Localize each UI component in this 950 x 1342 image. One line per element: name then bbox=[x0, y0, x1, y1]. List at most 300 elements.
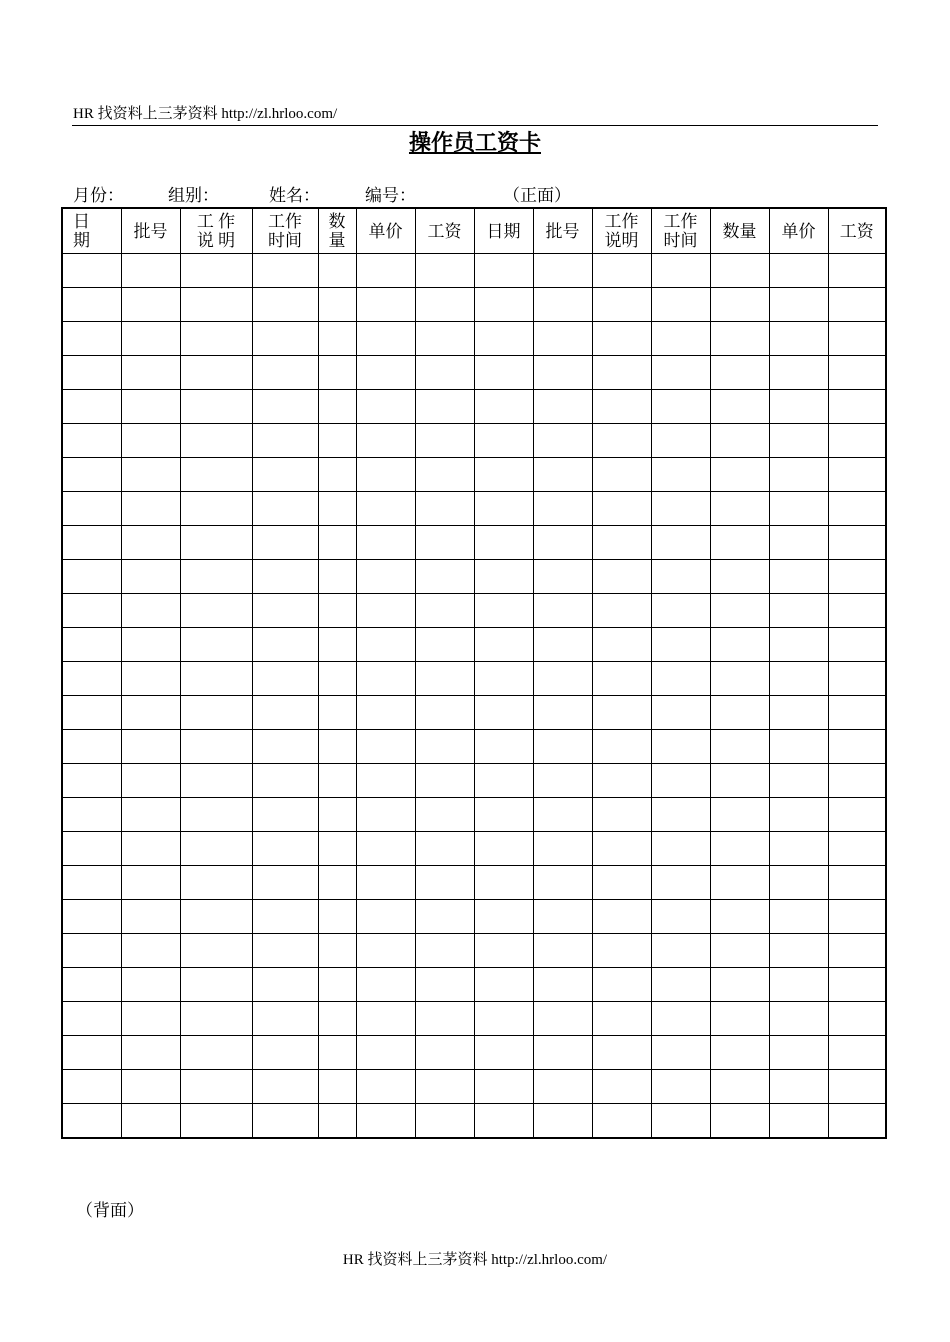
table-cell bbox=[62, 424, 121, 458]
table-cell bbox=[651, 662, 710, 696]
table-row bbox=[62, 594, 886, 628]
table-cell bbox=[533, 730, 592, 764]
table-cell bbox=[252, 832, 318, 866]
table-cell bbox=[710, 526, 769, 560]
table-cell bbox=[252, 628, 318, 662]
table-cell bbox=[252, 594, 318, 628]
table-cell bbox=[252, 866, 318, 900]
table-cell bbox=[356, 322, 415, 356]
table-cell bbox=[121, 628, 180, 662]
table-cell bbox=[180, 356, 252, 390]
table-cell bbox=[121, 492, 180, 526]
table-cell bbox=[592, 696, 651, 730]
table-cell bbox=[62, 526, 121, 560]
table-cell bbox=[533, 628, 592, 662]
table-cell bbox=[533, 492, 592, 526]
table-cell bbox=[651, 968, 710, 1002]
table-cell bbox=[592, 458, 651, 492]
table-cell bbox=[415, 900, 474, 934]
table-cell bbox=[180, 832, 252, 866]
table-cell bbox=[592, 254, 651, 288]
table-row bbox=[62, 356, 886, 390]
table-cell bbox=[533, 424, 592, 458]
table-cell bbox=[121, 356, 180, 390]
table-cell bbox=[828, 492, 886, 526]
table-cell bbox=[533, 798, 592, 832]
table-cell bbox=[769, 356, 828, 390]
column-header-unit-price: 单价 bbox=[356, 208, 415, 254]
table-cell bbox=[356, 1036, 415, 1070]
table-cell bbox=[356, 458, 415, 492]
table-cell bbox=[356, 968, 415, 1002]
table-cell bbox=[356, 866, 415, 900]
table-cell bbox=[769, 526, 828, 560]
table-cell bbox=[592, 832, 651, 866]
header-divider bbox=[72, 125, 878, 126]
table-cell bbox=[318, 254, 356, 288]
table-cell bbox=[180, 798, 252, 832]
table-cell bbox=[828, 1104, 886, 1139]
table-cell bbox=[592, 662, 651, 696]
wage-table bbox=[61, 207, 887, 1139]
table-cell bbox=[474, 1036, 533, 1070]
table-cell bbox=[710, 764, 769, 798]
table-cell bbox=[252, 424, 318, 458]
table-cell bbox=[62, 934, 121, 968]
table-cell bbox=[252, 662, 318, 696]
table-cell bbox=[62, 866, 121, 900]
table-cell bbox=[651, 492, 710, 526]
name-field-label: 姓名： bbox=[269, 186, 320, 205]
table-cell bbox=[769, 662, 828, 696]
table-cell bbox=[121, 288, 180, 322]
table-cell bbox=[828, 356, 886, 390]
table-cell bbox=[415, 798, 474, 832]
table-cell bbox=[180, 288, 252, 322]
table-cell bbox=[121, 526, 180, 560]
month-field-label: 月份： bbox=[73, 186, 124, 205]
table-cell bbox=[828, 764, 886, 798]
table-cell bbox=[828, 832, 886, 866]
table-cell bbox=[356, 934, 415, 968]
table-cell bbox=[710, 560, 769, 594]
table-cell bbox=[356, 628, 415, 662]
table-cell bbox=[828, 1070, 886, 1104]
table-row bbox=[62, 662, 886, 696]
table-cell bbox=[474, 492, 533, 526]
table-cell bbox=[252, 934, 318, 968]
table-cell bbox=[474, 900, 533, 934]
table-cell bbox=[710, 254, 769, 288]
table-cell bbox=[180, 1070, 252, 1104]
table-cell bbox=[474, 628, 533, 662]
table-cell bbox=[415, 424, 474, 458]
table-row bbox=[62, 934, 886, 968]
back-side-label: （背面） bbox=[76, 1201, 144, 1220]
table-row bbox=[62, 288, 886, 322]
table-row bbox=[62, 798, 886, 832]
table-cell bbox=[769, 696, 828, 730]
table-cell bbox=[180, 254, 252, 288]
table-cell bbox=[356, 254, 415, 288]
table-cell bbox=[533, 594, 592, 628]
table-row bbox=[62, 1104, 886, 1139]
page-footer: HR 找资料上三茅资料 http://zl.hrloo.com/ bbox=[342, 1252, 608, 1268]
table-row bbox=[62, 458, 886, 492]
table-cell bbox=[356, 594, 415, 628]
table-cell bbox=[769, 628, 828, 662]
table-row bbox=[62, 492, 886, 526]
table-cell bbox=[651, 1104, 710, 1139]
table-cell bbox=[356, 730, 415, 764]
table-cell bbox=[356, 1070, 415, 1104]
table-cell bbox=[252, 696, 318, 730]
table-cell bbox=[415, 1036, 474, 1070]
table-cell bbox=[828, 1002, 886, 1036]
table-cell bbox=[180, 424, 252, 458]
wage-table-container bbox=[61, 207, 887, 1139]
table-cell bbox=[769, 764, 828, 798]
table-cell bbox=[474, 390, 533, 424]
table-cell bbox=[356, 390, 415, 424]
table-cell bbox=[828, 934, 886, 968]
table-cell bbox=[651, 798, 710, 832]
table-cell bbox=[769, 832, 828, 866]
table-cell bbox=[62, 594, 121, 628]
table-cell bbox=[710, 492, 769, 526]
table-cell bbox=[769, 730, 828, 764]
table-cell bbox=[252, 322, 318, 356]
table-cell bbox=[651, 832, 710, 866]
table-cell bbox=[356, 662, 415, 696]
table-cell bbox=[180, 322, 252, 356]
table-row bbox=[62, 390, 886, 424]
table-cell bbox=[474, 254, 533, 288]
table-cell bbox=[318, 390, 356, 424]
table-cell bbox=[62, 492, 121, 526]
table-cell bbox=[415, 696, 474, 730]
table-cell bbox=[318, 866, 356, 900]
table-cell bbox=[318, 1002, 356, 1036]
table-cell bbox=[318, 288, 356, 322]
column-header-unit-price-2: 单价 bbox=[769, 208, 828, 254]
table-cell bbox=[828, 1036, 886, 1070]
table-cell bbox=[180, 390, 252, 424]
table-cell bbox=[318, 424, 356, 458]
table-cell bbox=[769, 458, 828, 492]
table-cell bbox=[710, 832, 769, 866]
table-cell bbox=[474, 696, 533, 730]
table-cell bbox=[318, 764, 356, 798]
table-cell bbox=[62, 322, 121, 356]
table-cell bbox=[318, 696, 356, 730]
table-cell bbox=[592, 1070, 651, 1104]
table-cell bbox=[769, 1036, 828, 1070]
table-cell bbox=[62, 662, 121, 696]
table-cell bbox=[533, 458, 592, 492]
table-cell bbox=[356, 1104, 415, 1139]
number-field-label: 编号： bbox=[365, 186, 416, 205]
table-cell bbox=[356, 798, 415, 832]
table-row bbox=[62, 526, 886, 560]
table-cell bbox=[62, 356, 121, 390]
table-cell bbox=[62, 832, 121, 866]
table-cell bbox=[769, 934, 828, 968]
table-cell bbox=[252, 526, 318, 560]
table-cell bbox=[121, 696, 180, 730]
table-cell bbox=[533, 866, 592, 900]
table-cell bbox=[415, 526, 474, 560]
table-cell bbox=[415, 832, 474, 866]
table-row bbox=[62, 628, 886, 662]
table-cell bbox=[769, 1002, 828, 1036]
table-cell bbox=[415, 594, 474, 628]
table-cell bbox=[121, 458, 180, 492]
table-cell bbox=[180, 764, 252, 798]
table-cell bbox=[710, 934, 769, 968]
table-cell bbox=[474, 1104, 533, 1139]
table-cell bbox=[318, 1070, 356, 1104]
table-cell bbox=[651, 356, 710, 390]
table-cell bbox=[180, 594, 252, 628]
table-cell bbox=[592, 594, 651, 628]
table-row bbox=[62, 424, 886, 458]
table-cell bbox=[62, 1070, 121, 1104]
table-cell bbox=[651, 1070, 710, 1104]
table-cell bbox=[121, 662, 180, 696]
table-cell bbox=[769, 866, 828, 900]
table-cell bbox=[533, 254, 592, 288]
table-cell bbox=[252, 356, 318, 390]
table-cell bbox=[769, 492, 828, 526]
table-row bbox=[62, 730, 886, 764]
table-cell bbox=[121, 764, 180, 798]
table-cell bbox=[710, 730, 769, 764]
table-cell bbox=[651, 1002, 710, 1036]
wage-table-body bbox=[62, 254, 886, 1139]
table-cell bbox=[356, 900, 415, 934]
column-header-date: 日 期 bbox=[62, 208, 121, 254]
table-cell bbox=[710, 1070, 769, 1104]
table-header-row bbox=[62, 208, 886, 254]
column-header-wage: 工资 bbox=[415, 208, 474, 254]
table-cell bbox=[180, 900, 252, 934]
table-cell bbox=[533, 662, 592, 696]
table-cell bbox=[252, 492, 318, 526]
table-cell bbox=[592, 1036, 651, 1070]
page-header: HR 找资料上三茅资料 http://zl.hrloo.com/ bbox=[73, 106, 338, 122]
table-cell bbox=[533, 526, 592, 560]
table-cell bbox=[62, 968, 121, 1002]
column-header-quantity: 数 量 bbox=[318, 208, 356, 254]
table-cell bbox=[62, 390, 121, 424]
table-cell bbox=[318, 832, 356, 866]
table-cell bbox=[769, 798, 828, 832]
table-cell bbox=[710, 322, 769, 356]
table-cell bbox=[474, 1070, 533, 1104]
table-cell bbox=[252, 1002, 318, 1036]
column-header-date-2: 日期 bbox=[474, 208, 533, 254]
column-header-work-time-2: 工作 时间 bbox=[651, 208, 710, 254]
table-cell bbox=[533, 288, 592, 322]
table-cell bbox=[710, 1104, 769, 1139]
table-cell bbox=[180, 696, 252, 730]
table-cell bbox=[252, 390, 318, 424]
table-cell bbox=[651, 1036, 710, 1070]
table-row bbox=[62, 1036, 886, 1070]
table-cell bbox=[62, 764, 121, 798]
table-cell bbox=[62, 1104, 121, 1139]
table-cell bbox=[180, 458, 252, 492]
table-cell bbox=[592, 1002, 651, 1036]
table-cell bbox=[252, 560, 318, 594]
table-cell bbox=[121, 1104, 180, 1139]
table-cell bbox=[651, 254, 710, 288]
table-cell bbox=[710, 288, 769, 322]
table-cell bbox=[769, 594, 828, 628]
table-cell bbox=[592, 492, 651, 526]
table-cell bbox=[415, 458, 474, 492]
table-cell bbox=[415, 662, 474, 696]
table-cell bbox=[651, 764, 710, 798]
table-cell bbox=[121, 254, 180, 288]
table-cell bbox=[533, 1104, 592, 1139]
table-cell bbox=[62, 560, 121, 594]
table-cell bbox=[121, 594, 180, 628]
table-cell bbox=[769, 288, 828, 322]
table-cell bbox=[121, 866, 180, 900]
table-cell bbox=[356, 526, 415, 560]
table-cell bbox=[318, 730, 356, 764]
table-cell bbox=[533, 390, 592, 424]
table-cell bbox=[769, 1104, 828, 1139]
table-cell bbox=[180, 1104, 252, 1139]
document-title: 操作员工资卡 bbox=[408, 130, 541, 155]
table-row bbox=[62, 322, 886, 356]
table-cell bbox=[651, 288, 710, 322]
table-cell bbox=[828, 288, 886, 322]
table-cell bbox=[828, 322, 886, 356]
table-cell bbox=[415, 764, 474, 798]
table-cell bbox=[318, 798, 356, 832]
table-row bbox=[62, 900, 886, 934]
table-cell bbox=[592, 560, 651, 594]
table-cell bbox=[62, 798, 121, 832]
table-cell bbox=[651, 322, 710, 356]
column-header-batch: 批号 bbox=[121, 208, 180, 254]
table-cell bbox=[710, 696, 769, 730]
table-cell bbox=[828, 696, 886, 730]
table-row bbox=[62, 968, 886, 1002]
table-cell bbox=[828, 730, 886, 764]
table-cell bbox=[592, 356, 651, 390]
table-cell bbox=[415, 1002, 474, 1036]
front-side-label: （正面） bbox=[503, 186, 571, 205]
table-cell bbox=[180, 934, 252, 968]
table-cell bbox=[318, 934, 356, 968]
table-cell bbox=[828, 866, 886, 900]
table-cell bbox=[651, 458, 710, 492]
table-cell bbox=[415, 390, 474, 424]
table-cell bbox=[651, 730, 710, 764]
table-row bbox=[62, 696, 886, 730]
table-cell bbox=[318, 560, 356, 594]
table-cell bbox=[474, 662, 533, 696]
column-header-work-description: 工 作 说 明 bbox=[180, 208, 252, 254]
table-cell bbox=[769, 560, 828, 594]
table-cell bbox=[121, 390, 180, 424]
table-cell bbox=[62, 458, 121, 492]
table-cell bbox=[651, 934, 710, 968]
table-cell bbox=[769, 390, 828, 424]
table-cell bbox=[710, 458, 769, 492]
table-cell bbox=[62, 288, 121, 322]
table-cell bbox=[533, 356, 592, 390]
table-cell bbox=[828, 526, 886, 560]
table-cell bbox=[252, 900, 318, 934]
table-row bbox=[62, 1070, 886, 1104]
table-cell bbox=[828, 594, 886, 628]
table-cell bbox=[651, 560, 710, 594]
table-cell bbox=[533, 1070, 592, 1104]
table-cell bbox=[828, 662, 886, 696]
table-cell bbox=[318, 356, 356, 390]
table-cell bbox=[180, 1036, 252, 1070]
table-cell bbox=[533, 832, 592, 866]
table-cell bbox=[533, 1002, 592, 1036]
table-cell bbox=[769, 1070, 828, 1104]
table-cell bbox=[121, 798, 180, 832]
table-cell bbox=[474, 424, 533, 458]
table-cell bbox=[533, 900, 592, 934]
table-cell bbox=[592, 628, 651, 662]
table-cell bbox=[769, 322, 828, 356]
table-cell bbox=[828, 424, 886, 458]
table-cell bbox=[318, 662, 356, 696]
table-cell bbox=[121, 832, 180, 866]
table-cell bbox=[252, 764, 318, 798]
table-cell bbox=[62, 628, 121, 662]
table-cell bbox=[474, 968, 533, 1002]
table-cell bbox=[318, 322, 356, 356]
table-cell bbox=[474, 288, 533, 322]
table-cell bbox=[651, 424, 710, 458]
table-cell bbox=[252, 730, 318, 764]
table-cell bbox=[474, 594, 533, 628]
table-cell bbox=[828, 628, 886, 662]
table-cell bbox=[592, 764, 651, 798]
table-cell bbox=[415, 968, 474, 1002]
table-cell bbox=[415, 934, 474, 968]
table-cell bbox=[415, 322, 474, 356]
table-cell bbox=[318, 492, 356, 526]
table-cell bbox=[318, 526, 356, 560]
table-cell bbox=[252, 798, 318, 832]
table-cell bbox=[474, 798, 533, 832]
table-cell bbox=[356, 560, 415, 594]
table-cell bbox=[828, 390, 886, 424]
table-cell bbox=[828, 560, 886, 594]
table-cell bbox=[828, 798, 886, 832]
table-cell bbox=[474, 832, 533, 866]
table-cell bbox=[121, 424, 180, 458]
table-cell bbox=[710, 662, 769, 696]
table-cell bbox=[651, 594, 710, 628]
table-cell bbox=[62, 1002, 121, 1036]
table-cell bbox=[318, 1036, 356, 1070]
table-cell bbox=[415, 730, 474, 764]
table-cell bbox=[356, 356, 415, 390]
